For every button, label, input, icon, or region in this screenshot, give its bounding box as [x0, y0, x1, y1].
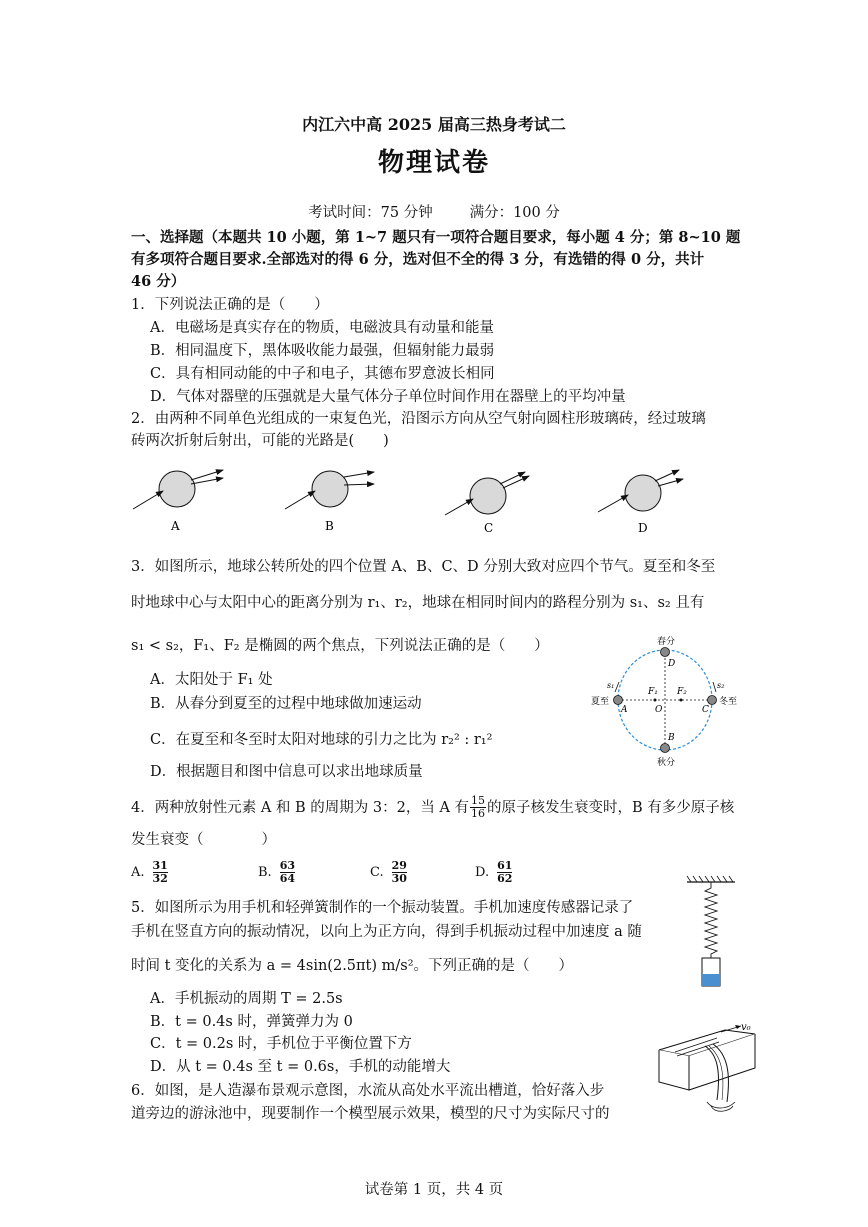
- q4-option-d-num: 61: [497, 859, 513, 872]
- q2-figure: [125, 462, 685, 540]
- q1-option-b: B．相同温度下，黑体吸收能力最强，但辐射能力最弱: [150, 343, 495, 359]
- q2-label-b: B: [325, 519, 334, 533]
- q3-stem-line3: s₁ < s₂，F₁、F₂ 是椭圆的两个焦点，下列说法正确的是（ ）: [131, 638, 549, 654]
- q4-option-c: [370, 860, 407, 885]
- q2-stem-line1: 2．由两种不同单色光组成的一束复色光，沿图示方向从空气射向圆柱形玻璃砖，经过玻璃: [131, 411, 706, 427]
- q6-stem-line2: 道旁边的游泳池中，现要制作一个模型展示效果，模型的尺寸为实际尺寸的: [131, 1106, 610, 1122]
- q1-option-d: D．气体对器壁的压强就是大量气体分子单位时间作用在器壁上的平均冲量: [150, 389, 626, 405]
- q3-option-c: C．在夏至和冬至时太阳对地球的引力之比为 r₂² : r₁²: [150, 732, 493, 748]
- q4-option-c-num: 29: [391, 859, 407, 872]
- q3-point-b: B: [668, 733, 675, 743]
- q3-point-o: O: [655, 705, 663, 715]
- q3-option-d: D．根据题目和图中信息可以求出地球质量: [150, 764, 423, 780]
- q2-label-c: C: [484, 521, 494, 535]
- page-footer: 试卷第 1 页，共 4 页: [364, 1182, 504, 1198]
- q4-option-c-den: 30: [391, 872, 407, 885]
- school-title: 内江六中高 2025 届高三热身考试二: [302, 115, 566, 134]
- q1-option-a: A．电磁场是真实存在的物质，电磁波具有动量和能量: [150, 320, 494, 336]
- q4-stem-line2: 发生衰变（ ）: [131, 832, 276, 848]
- q4-option-d-fraction: [497, 860, 512, 885]
- q3-label-s1: s₁: [607, 681, 615, 690]
- q5-option-a: A．手机振动的周期 T = 2.5s: [150, 991, 343, 1007]
- q3-stem-line2: 时地球中心与太阳中心的距离分别为 r₁、r₂，地球在相同时间内的路程分别为 s₁、s₂ 且有: [131, 595, 705, 611]
- q5-spring-figure: [683, 874, 743, 990]
- q6-waterfall-figure: [655, 1020, 760, 1120]
- q2-label-a: A: [171, 519, 180, 533]
- section-heading-line2: 有多项符合题目要求.全部选对的得 6 分，选对但不全的得 3 分，有选错的得 0 分，共计: [131, 251, 705, 268]
- q3-label-winter: 冬至: [719, 697, 738, 707]
- q3-point-a: A: [621, 705, 628, 715]
- q4-option-b: [258, 860, 295, 885]
- subject-title: 物理试卷: [377, 148, 490, 178]
- q2-diagram-d: [598, 470, 683, 535]
- q3-point-d: D: [668, 659, 676, 669]
- q4-fraction: [470, 795, 486, 820]
- q5-option-b: B．t = 0.4s 时，弹簧弹力为 0: [150, 1014, 353, 1030]
- q5-option-c: C．t = 0.2s 时，手机位于平衡位置下方: [150, 1036, 412, 1052]
- q2-stem-line2: 砖两次折射后射出，可能的光路是( ): [131, 433, 389, 449]
- q6-stem-line1: 6．如图，是人造瀑布景观示意图，水流从高处水平流出槽道，恰好落入步: [131, 1083, 605, 1099]
- q4-option-a-fraction: [153, 860, 168, 885]
- q3-option-b: B．从春分到夏至的过程中地球做加速运动: [150, 696, 422, 712]
- q1-option-c: C．具有相同动能的中子和电子，其德布罗意波长相同: [150, 366, 495, 382]
- q4-option-b-num: 63: [279, 859, 295, 872]
- q4-stem-before: 4．两种放射性元素 A 和 B 的周期为 3：2，当 A 有: [131, 799, 470, 816]
- q2-label-d: D: [638, 521, 648, 535]
- q3-orbit-figure: [585, 632, 745, 770]
- q2-diagram-c: [445, 472, 529, 535]
- q4-frac-num: 15: [471, 794, 486, 807]
- q3-label-spring: 春分: [657, 637, 676, 647]
- exam-info: 考试时间：75 分钟 满分：100 分: [308, 205, 560, 221]
- q3-stem-line1: 3．如图所示，地球公转所处的四个位置 A、B、C、D 分别大致对应四个节气。夏至和冬至: [131, 559, 716, 575]
- q5-stem-line3: 时间 t 变化的关系为 a = 4sin(2.5πt) m/s²。下列正确的是（ ）: [131, 958, 574, 974]
- q4-option-b-fraction: [280, 860, 295, 885]
- q4-stem-line1: [131, 795, 734, 820]
- q5-option-d: D．从 t = 0.4s 至 t = 0.6s，手机的动能增大: [150, 1059, 451, 1075]
- q3-option-a: A．太阳处于 F₁ 处: [150, 672, 273, 688]
- q5-stem-line1: 5．如图所示为用手机和轻弹簧制作的一个振动装置。手机加速度传感器记录了: [131, 900, 634, 916]
- q4-option-c-letter: C.: [370, 865, 384, 880]
- q3-label-autumn: 秋分: [657, 758, 676, 768]
- section-heading-line1: 一、选择题（本题共 10 小题，第 1~7 题只有一项符合题目要求，每小题 4 分；第 8~10 题: [131, 229, 741, 246]
- q3-point-c: C: [702, 705, 709, 715]
- q6-label-v0: v₀: [741, 1022, 751, 1033]
- q3-label-s2: s₂: [717, 681, 725, 690]
- q4-option-d-den: 62: [497, 872, 513, 885]
- q4-option-c-fraction: [392, 860, 407, 885]
- q4-option-a: [131, 860, 168, 885]
- q4-option-b-den: 64: [279, 872, 295, 885]
- q2-diagram-a: [133, 470, 223, 533]
- q3-label-summer: 夏至: [591, 697, 610, 707]
- q4-option-a-den: 32: [152, 872, 168, 885]
- q4-option-d: [475, 860, 512, 885]
- q1-stem: 1．下列说法正确的是（ ）: [131, 297, 329, 313]
- section-heading-line3: 46 分）: [131, 273, 186, 290]
- q4-option-a-num: 31: [152, 859, 168, 872]
- q3-point-f1: F₁: [648, 687, 658, 697]
- q4-option-d-letter: D.: [475, 865, 490, 880]
- q4-frac-den: 16: [471, 807, 486, 820]
- q4-stem-after: 的原子核发生衰变时，B 有多少原子核: [487, 799, 735, 816]
- q2-diagram-b: [285, 471, 374, 533]
- q3-point-f2: F₂: [677, 687, 687, 697]
- q4-option-b-letter: B.: [258, 865, 272, 880]
- q4-option-a-letter: A.: [131, 865, 145, 880]
- q5-stem-line2: 手机在竖直方向的振动情况，以向上为正方向，得到手机振动过程中加速度 a 随: [131, 924, 642, 940]
